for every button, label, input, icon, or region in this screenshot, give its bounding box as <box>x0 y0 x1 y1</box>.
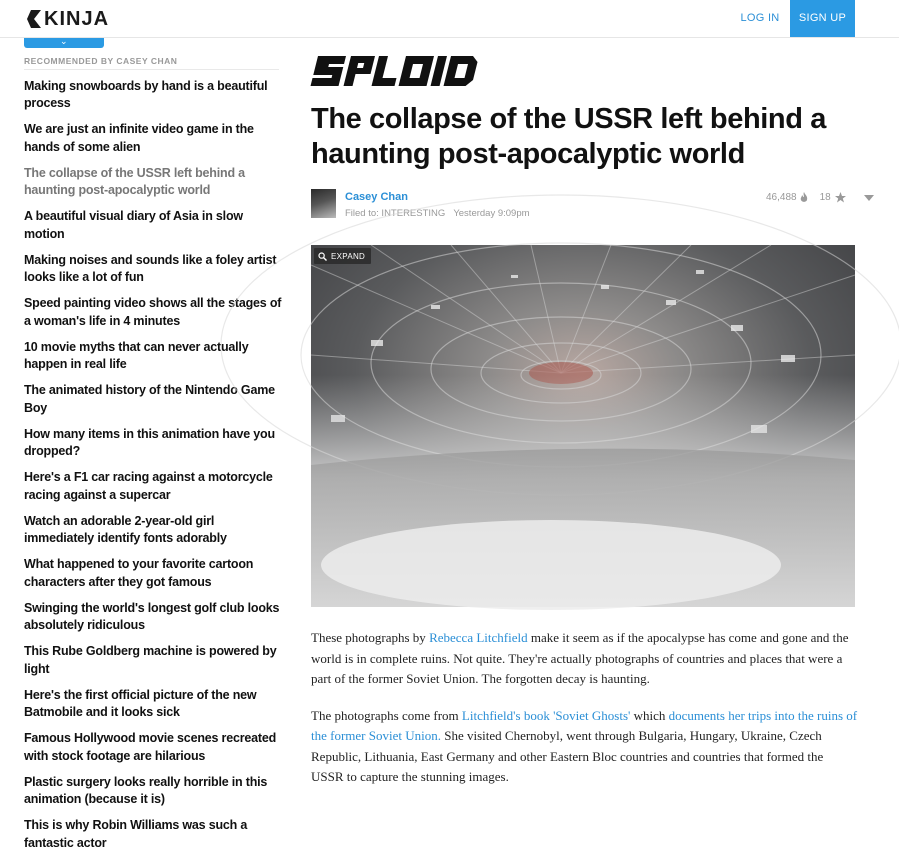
soviet-ghosts-book-link[interactable]: Litchfield's book 'Soviet Ghosts' <box>461 707 631 723</box>
recommended-item[interactable]: A beautiful visual diary of Asia in slow motion <box>24 209 243 241</box>
byline <box>311 189 883 221</box>
expand-button[interactable] <box>314 248 371 264</box>
paragraph <box>311 628 859 690</box>
sidebar-heading: RECOMMENDED BY CASEY CHAN <box>24 56 178 66</box>
sploid-logo[interactable] <box>311 52 459 95</box>
recommended-item[interactable]: Swinging the world's longest golf club looks absolutely ridiculous <box>24 600 280 633</box>
author-avatar[interactable] <box>311 189 336 218</box>
recommended-item[interactable]: We are just an infinite video game in the hands of some alien <box>24 122 254 154</box>
logo-text: KINJA <box>44 8 110 30</box>
recommended-item[interactable]: Here's a F1 car racing against a motorcycle racing against a supercar <box>24 470 273 502</box>
recommended-item[interactable]: Famous Hollywood movie scenes recreated with stock footage are hilarious <box>24 731 277 763</box>
recommended-item[interactable]: What happened to your favorite cartoon characters after they got famous <box>24 557 254 589</box>
paragraph-text: The photographs come from <box>311 707 462 723</box>
flame-icon <box>800 192 808 203</box>
documents-trips-link[interactable]: documents her trips into the ruins of the former Soviet Union. <box>311 707 858 743</box>
recommended-list <box>24 78 282 861</box>
filed-to-link[interactable]: Filed to: INTERESTING <box>345 208 446 219</box>
chevron-down-icon[interactable] <box>864 194 874 202</box>
top-bar <box>0 0 899 38</box>
recommended-item[interactable]: 10 movie myths that can never actually happen in real life <box>24 339 249 372</box>
kinja-mark-icon <box>27 10 41 28</box>
paragraph-text: These photographs by <box>311 630 430 645</box>
recommended-item[interactable]: Here's the first official picture of the new Batmobile and it looks sick <box>24 687 257 720</box>
rebecca-litchfield-link[interactable]: Rebecca Litchfield <box>429 630 528 645</box>
filed-meta <box>345 208 530 219</box>
recommended-item[interactable]: Speed painting video shows all the stages of a woman's life in 4 minutes <box>24 296 282 328</box>
recommended-item[interactable]: Watch an adorable 2-year-old girl immediately identify fonts adorably <box>24 513 227 546</box>
photo-scene <box>311 245 855 607</box>
signup-button[interactable]: SIGN UP <box>790 0 855 37</box>
paragraph-text: which <box>630 707 669 723</box>
recommended-item[interactable]: The animated history of the Nintendo Game Boy <box>24 383 275 415</box>
like-count: 18 <box>819 192 831 203</box>
expand-label: EXPAND <box>331 251 366 261</box>
login-link[interactable]: LOG IN <box>740 12 780 24</box>
recommended-item[interactable]: This Rube Goldberg machine is powered by light <box>24 644 277 676</box>
article-stats <box>766 192 874 203</box>
recommended-item-current[interactable]: The collapse of the USSR left behind a haunting post-apocalyptic world <box>24 165 245 198</box>
sidebar-collapse-tab[interactable] <box>24 38 104 48</box>
paragraph-text: She visited Chernobyl, went through Bulgaria, Hungary, Ukraine, Czech Republic, Lithuania, East Germany and other Eastern Bloc countries and countries that formed the USSR to capture the stunning images. <box>311 728 824 784</box>
paragraph <box>311 706 859 788</box>
chevron-down-icon: ⌄ <box>60 36 68 46</box>
recommended-item[interactable]: Plastic surgery looks really horrible in this animation (because it is) <box>24 774 268 807</box>
paragraph-text: make it seem as if the apocalypse has come and gone and the world is in complete ruins. Not quite. They're actually photographs of countries and places that were a part of the former Soviet Union. The forgotten decay is haunting. <box>311 630 849 686</box>
recommended-item[interactable]: This is why Robin Williams was such a fantastic actor <box>24 818 248 850</box>
recommended-item[interactable]: Making snowboards by hand is a beautiful process <box>24 79 268 111</box>
article-body <box>311 628 859 804</box>
article-headline[interactable]: The collapse of the USSR left behind a haunting post-apocalyptic world <box>311 103 826 170</box>
view-count: 46,488 <box>766 192 797 203</box>
search-icon <box>318 252 327 261</box>
recommended-item[interactable]: How many items in this animation have you dropped? <box>24 426 275 459</box>
article-photo[interactable] <box>311 245 855 607</box>
kinja-logo[interactable] <box>27 8 109 30</box>
recommended-item[interactable]: Making noises and sounds like a foley artist looks like a lot of fun <box>24 252 277 285</box>
sidebar-divider <box>24 69 279 70</box>
timestamp[interactable]: Yesterday 9:09pm <box>453 208 530 219</box>
star-icon[interactable] <box>835 192 846 203</box>
author-name[interactable]: Casey Chan <box>345 191 408 203</box>
